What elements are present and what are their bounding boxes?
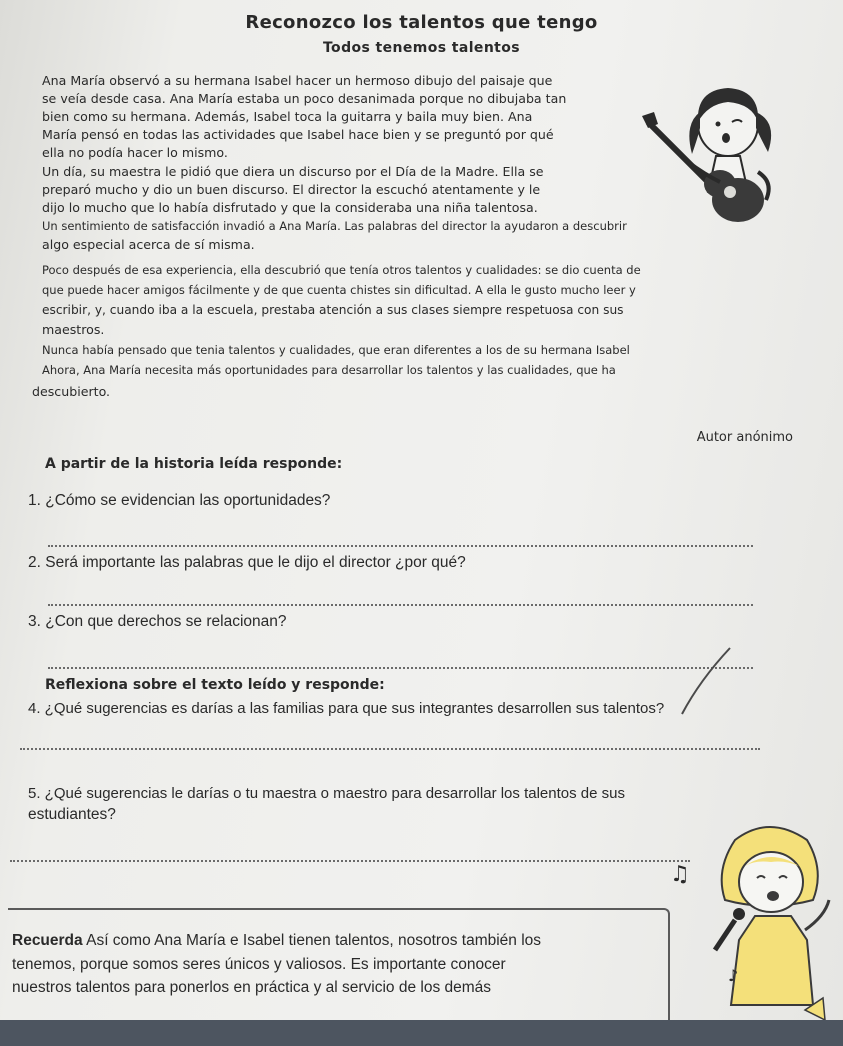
singing-girl-illustration: [695, 820, 843, 1020]
music-note-icon: ♫: [670, 862, 690, 887]
question-2: 2. Será importante las palabras que le dijo el director ¿por qué?: [28, 554, 466, 571]
story-line: escribir, y, cuando iba a la escuela, prestaba atención a sus clases siempre respetuosa con sus: [42, 303, 624, 317]
answer-line-1[interactable]: [48, 545, 753, 547]
question-3: 3. ¿Con que derechos se relacionan?: [28, 613, 287, 630]
answer-line-3[interactable]: [48, 667, 753, 669]
page-title: Reconozco los talentos que tengo: [245, 12, 598, 33]
reflection-heading: Reflexiona sobre el texto leído y responde:: [45, 677, 385, 693]
story-line: Ahora, Ana María necesita más oportunidades para desarrollar los talentos y las cualidades, que ha: [42, 363, 616, 377]
story-line: Un día, su maestra le pidió que diera un discurso por el Día de la Madre. Ella se: [42, 164, 544, 179]
girl-with-guitar-illustration: [628, 82, 800, 232]
recuerda-label: Recuerda: [12, 932, 83, 949]
instruction-heading: A partir de la historia leída responde:: [45, 456, 343, 472]
page-subtitle: Todos tenemos talentos: [322, 40, 521, 56]
story-line: ella no podía hacer lo mismo.: [42, 145, 228, 160]
recuerda-line-3: nuestros talentos para ponerlos en práctica y al servicio de los demás: [12, 979, 492, 996]
story-line: algo especial acerca de sí misma.: [42, 237, 255, 252]
answer-line-2[interactable]: [48, 604, 753, 606]
story-line: preparó mucho y dio un buen discurso. El director la escuchó atentamente y le: [42, 182, 541, 197]
question-5-continued: estudiantes?: [28, 806, 116, 823]
recuerda-text: Así como Ana María e Isabel tienen talentos, nosotros también los: [82, 932, 542, 949]
story-line: dijo lo mucho que lo había disfrutado y que la consideraba una niña talentosa.: [42, 200, 538, 215]
page-bottom-edge: [0, 1020, 843, 1046]
story-line: se veía desde casa. Ana María estaba un poco desanimada porque no dibujaba tan: [42, 91, 567, 106]
question-1: 1. ¿Cómo se evidencian las oportunidades?: [28, 492, 331, 509]
answer-line-5[interactable]: [10, 860, 690, 862]
story-line: Ana María observó a su hermana Isabel hacer un hermoso dibujo del paisaje que: [42, 73, 553, 88]
story-line: descubierto.: [32, 384, 111, 399]
story-line: que puede hacer amigos fácilmente y de que cuenta chistes sin dificultad. A ella le gusto mucho leer y: [42, 283, 636, 297]
recuerda-line-2: tenemos, porque somos seres únicos y valiosos. Es importante conocer: [12, 956, 506, 973]
story-line: Un sentimiento de satisfacción invadió a Ana María. Las palabras del director la ayudaron a descubrir: [42, 219, 627, 233]
question-5: 5. ¿Qué sugerencias le darías o tu maestra o maestro para desarrollar los talentos de sus: [28, 785, 625, 802]
music-note-icon: ♪: [728, 966, 739, 985]
story-line: maestros.: [42, 322, 105, 337]
question-4: 4. ¿Qué sugerencias es darías a las familias para que sus integrantes desarrollen sus talentos?: [28, 700, 665, 717]
decorative-stroke: [660, 640, 740, 720]
answer-line-4[interactable]: [20, 748, 760, 750]
story-line: Nunca había pensado que tenia talentos y cualidades, que eran diferentes a los de su hermana Isabel: [42, 343, 630, 357]
story-line: María pensó en todas las actividades que Isabel hace bien y se preguntó por qué: [42, 127, 554, 142]
story-line: Poco después de esa experiencia, ella descubrió que tenía otros talentos y cualidades: se dio cuenta de: [42, 263, 641, 277]
author-credit: Autor anónimo: [696, 430, 793, 445]
story-line: bien como su hermana. Además, Isabel toca la guitarra y baila muy bien. Ana: [42, 109, 533, 124]
recuerda-line-1: [12, 932, 541, 950]
